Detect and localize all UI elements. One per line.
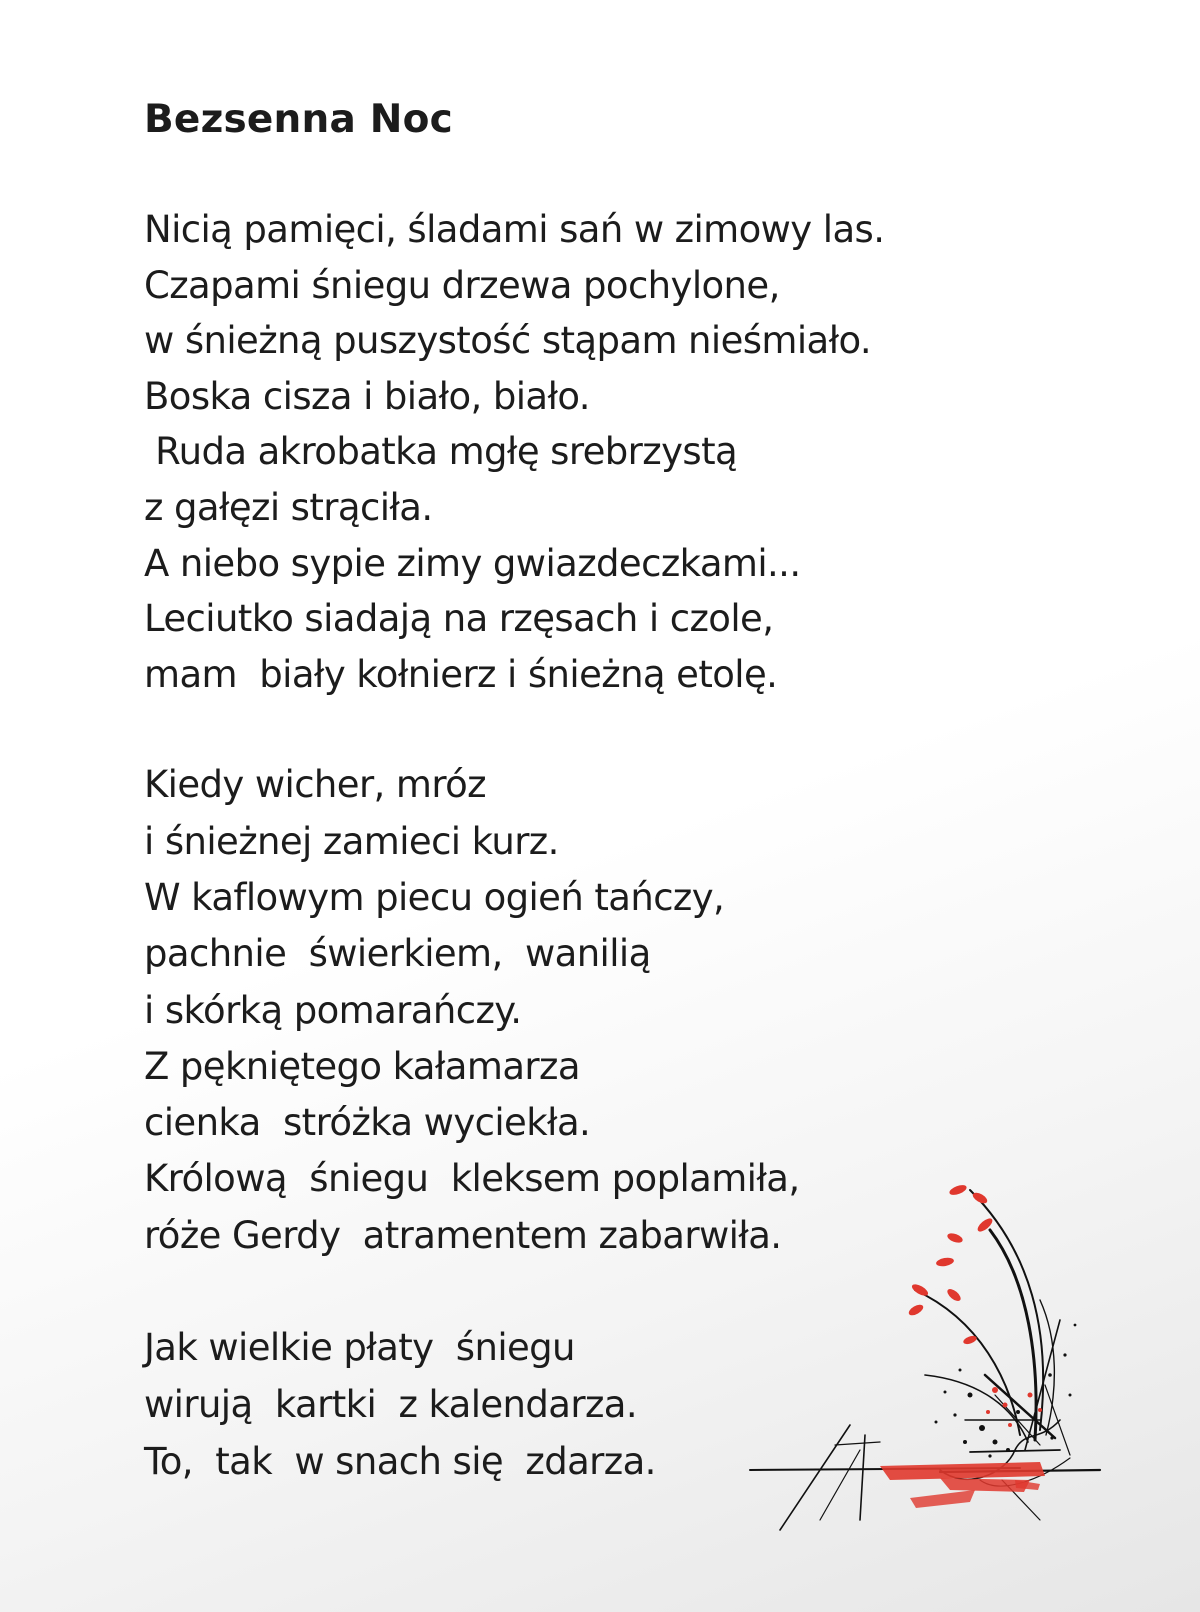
poem-line: wirują kartki z kalendarza. (144, 1383, 638, 1427)
poem-line: Królową śniegu kleksem poplamiła, (144, 1157, 800, 1201)
poem-line: Kiedy wicher, mróz (144, 763, 486, 807)
poem-line: Z pękniętego kałamarza (144, 1044, 580, 1088)
poem-line: róże Gerdy atramentem zabarwiła. (144, 1213, 782, 1257)
poem-line: i śnieżnej zamieci kurz. (144, 819, 559, 863)
poem-line: Jak wielkie płaty śniegu (144, 1326, 575, 1370)
stanza-1 (144, 202, 1044, 702)
poem-title: Bezsenna Noc (144, 97, 453, 142)
poem-line: W kaflowym piecu ogień tańczy, (144, 875, 725, 919)
winter-branch-ink-icon (740, 1180, 1140, 1554)
poem-line: pachnie świerkiem, wanilią (144, 932, 651, 976)
poem-line: Nicią pamięci, śladami sań w zimowy las. (144, 208, 885, 251)
poem-line: Ruda akrobatka mgłę srebrzystą (144, 430, 738, 474)
poem-line: Czapami śniegu drzewa pochylone, (144, 263, 780, 307)
poem-line: mam biały kołnierz i śnieżną etolę. (144, 652, 778, 696)
poem-line: i skórką pomarańczy. (144, 988, 522, 1032)
poem-line: A niebo sypie zimy gwiazdeczkami... (144, 541, 801, 585)
poem-line: w śnieżną puszystość stąpam nieśmiało. (144, 319, 872, 363)
poem-line: cienka stróżka wyciekła. (144, 1101, 591, 1145)
poem-line: Boska cisza i biało, biało. (144, 374, 590, 418)
poem-line: To, tak w snach się zdarza. (144, 1440, 656, 1484)
poem-line: Leciutko siadają na rzęsach i czole, (144, 597, 774, 641)
poem-line: z gałęzi strąciła. (144, 485, 433, 529)
